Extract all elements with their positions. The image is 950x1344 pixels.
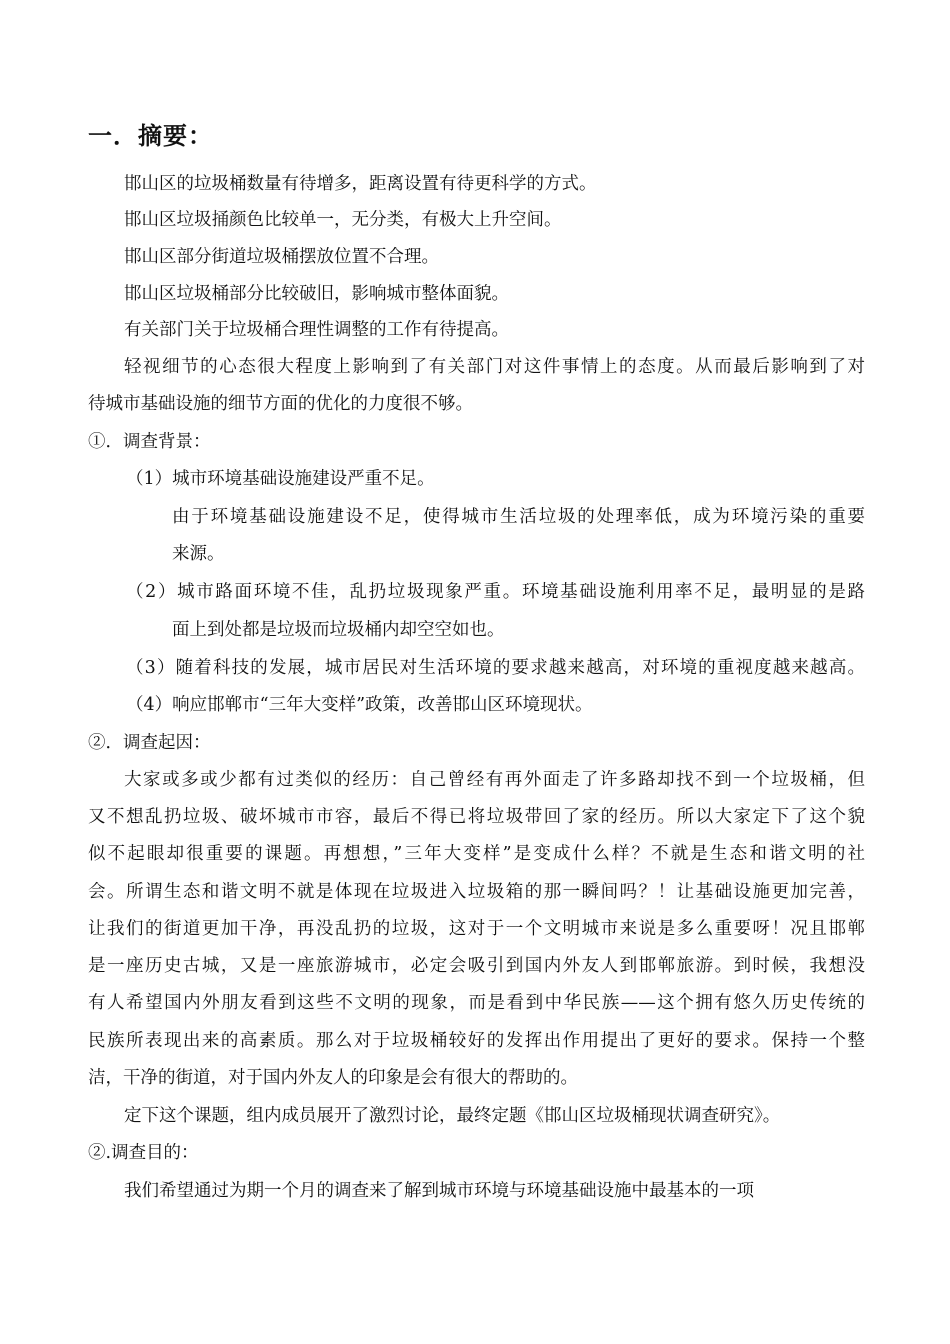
cause-line: 会。所谓生态和谐文明不就是体现在垃圾进入垃圾箱的那一瞬间吗？！让基础设施更加完善， bbox=[88, 882, 865, 902]
cause-line: 有人希望国内外朋友看到这些不文明的现象，而是看到中华民族——这个拥有悠久历史传统的 bbox=[88, 993, 865, 1013]
cause-line: 似不起眼却很重要的课题。再想想，”三年大变样”是变成什么样？不就是生态和谐文明的社 bbox=[88, 844, 865, 864]
background-item-1-detail-line-1: 由于环境基础设施建设不足，使得城市生活垃圾的处理率低，成为环境污染的重要 bbox=[172, 507, 865, 527]
cause-line: 是一座历史古城，又是一座旅游城市，必定会吸引到国内外友人到邯郸旅游。到时候，我想没 bbox=[88, 956, 865, 976]
background-item-4: （4）响应邯郸市“三年大变样”政策，改善邯山区环境现状。 bbox=[126, 695, 593, 715]
section-heading-summary: 一．摘要： bbox=[88, 122, 213, 150]
summary-paragraph-5: 有关部门关于垃圾桶合理性调整的工作有待提高。 bbox=[124, 320, 509, 340]
section-title-purpose: ②.调查目的： bbox=[88, 1143, 199, 1163]
background-item-1: （1）城市环境基础设施建设严重不足。 bbox=[126, 469, 435, 489]
summary-paragraph-6-line-1: 轻视细节的心态很大程度上影响到了有关部门对这件事情上的态度。从而最后影响到了对 bbox=[124, 357, 865, 377]
background-item-3: （3）随着科技的发展，城市居民对生活环境的要求越来越高，对环境的重视度越来越高。 bbox=[126, 658, 865, 678]
section-title-background: ①．调查背景： bbox=[88, 432, 211, 452]
summary-paragraph-2: 邯山区垃圾捅颜色比较单一，无分类，有极大上升空间。 bbox=[124, 210, 562, 230]
background-item-2-line-1: （2）城市路面环境不佳，乱扔垃圾现象严重。环境基础设施利用率不足，最明显的是路 bbox=[126, 582, 865, 602]
purpose-line-1: 我们希望通过为期一个月的调查来了解到城市环境与环境基础设施中最基本的一项 bbox=[124, 1181, 754, 1201]
cause-line: 又不想乱扔垃圾、破坏城市市容，最后不得已将垃圾带回了家的经历。所以大家定下了这个貌 bbox=[88, 807, 865, 827]
summary-paragraph-3: 邯山区部分街道垃圾桶摆放位置不合理。 bbox=[124, 247, 439, 267]
summary-paragraph-4: 邯山区垃圾桶部分比较破旧，影响城市整体面貌。 bbox=[124, 284, 509, 304]
section-title-cause: ②．调查起因： bbox=[88, 733, 211, 753]
cause-decision: 定下这个课题，组内成员展开了激烈讨论，最终定题《邯山区垃圾桶现状调查研究》。 bbox=[124, 1106, 781, 1126]
summary-paragraph-6-line-2: 待城市基础设施的细节方面的优化的力度很不够。 bbox=[88, 394, 473, 414]
summary-paragraph-1: 邯山区的垃圾桶数量有待增多，距离设置有待更科学的方式。 bbox=[124, 174, 597, 194]
cause-line: 洁，干净的街道，对于国内外友人的印象是会有很大的帮助的。 bbox=[88, 1068, 578, 1088]
background-item-2-line-2: 面上到处都是垃圾而垃圾桶内却空空如也。 bbox=[172, 620, 505, 640]
cause-line: 大家或多或少都有过类似的经历：自己曾经有再外面走了许多路却找不到一个垃圾桶，但 bbox=[124, 770, 865, 790]
background-item-1-detail-line-2: 来源。 bbox=[172, 544, 225, 564]
cause-line: 让我们的街道更加干净，再没乱扔的垃圾，这对于一个文明城市来说是多么重要呀！况且邯郸 bbox=[88, 919, 865, 939]
cause-line: 民族所表现出来的高素质。那么对于垃圾桶较好的发挥出作用提出了更好的要求。保持一个整 bbox=[88, 1031, 865, 1051]
